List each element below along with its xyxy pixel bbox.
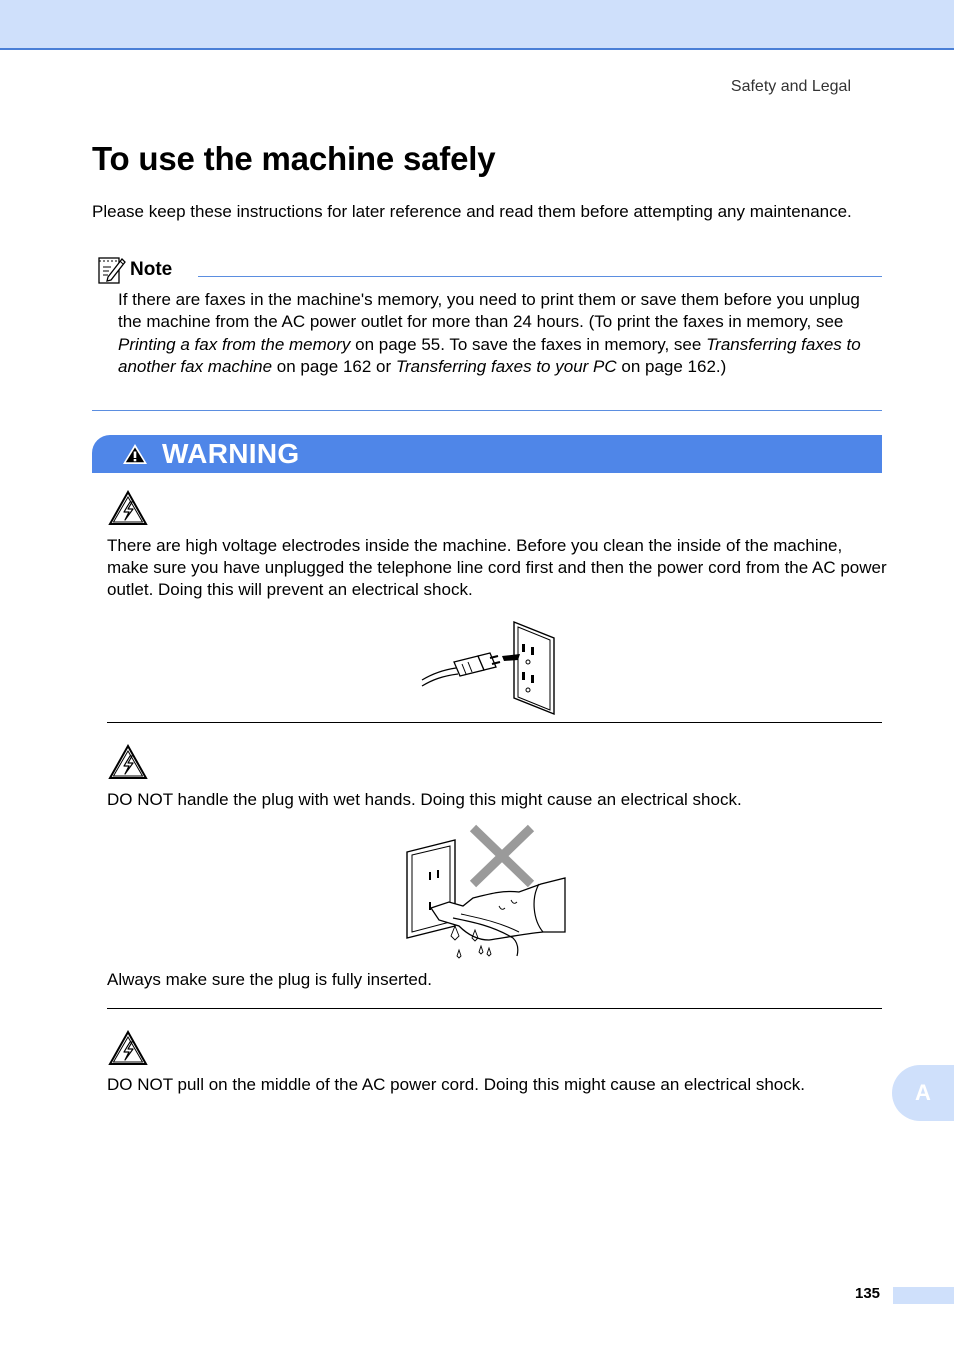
wet-hands-illustration — [403, 822, 573, 965]
note-link-printing[interactable]: Printing a fax from the memory — [118, 334, 351, 354]
section-divider — [107, 1008, 882, 1009]
appendix-tab[interactable] — [892, 1065, 954, 1121]
page-number-bar — [893, 1287, 954, 1304]
page-title: To use the machine safely — [92, 140, 496, 177]
note-text-4: on page 162.) — [616, 356, 727, 376]
note-label: Note — [130, 259, 173, 280]
note-pad-icon — [96, 255, 126, 285]
section-label: Safety and Legal — [730, 78, 851, 95]
note-link-transfer-pc[interactable]: Transferring faxes to your PC — [395, 356, 617, 376]
warning-text-power-cord: DO NOT pull on the middle of the AC power cord. Doing this might cause an electrical shock. — [107, 1075, 805, 1094]
warning-triangle-icon — [122, 443, 148, 465]
appendix-tab-label: A — [915, 1080, 931, 1105]
warning-banner — [92, 435, 882, 473]
electric-shock-icon — [108, 1030, 148, 1066]
warning-label: WARNING — [162, 438, 300, 469]
note-text-2: on page 55. To save the faxes in memory, see — [350, 334, 707, 354]
electric-shock-icon — [108, 744, 148, 780]
page-number: 135 — [855, 1285, 881, 1302]
note-text-3: on page 162 or — [272, 356, 396, 376]
note-link-transfer-fax[interactable]: Transferring faxes to another fax machine — [118, 334, 861, 376]
note-divider — [198, 276, 882, 277]
note-text-1: If there are faxes in the machine's memory, you need to print them or save them before you unplug the machine from the AC power outlet for more than 24 hours. (To print the faxes in memory, see — [118, 290, 860, 332]
plug-inserted-caption: Always make sure the plug is fully inserted. — [107, 970, 433, 989]
warning-text-wet-hands: DO NOT handle the plug with wet hands. Doing this might cause an electrical shock. — [107, 790, 742, 809]
electric-shock-icon — [108, 490, 148, 526]
note-body — [118, 289, 884, 378]
unplug-illustration — [418, 618, 558, 721]
note-bottom-divider — [92, 410, 882, 411]
intro-paragraph: Please keep these instructions for later reference and read them before attempting any maintenance. — [92, 202, 852, 221]
top-header-band — [0, 0, 954, 50]
note-header — [96, 255, 172, 285]
warning-text-high-voltage: There are high voltage electrodes inside the machine. Before you clean the inside of the machine, make sure you have unplugged the telephone line cord first and then the power cord from the AC power outlet. Doing this will prevent an electrical shock. — [107, 536, 887, 599]
section-divider — [107, 722, 882, 723]
